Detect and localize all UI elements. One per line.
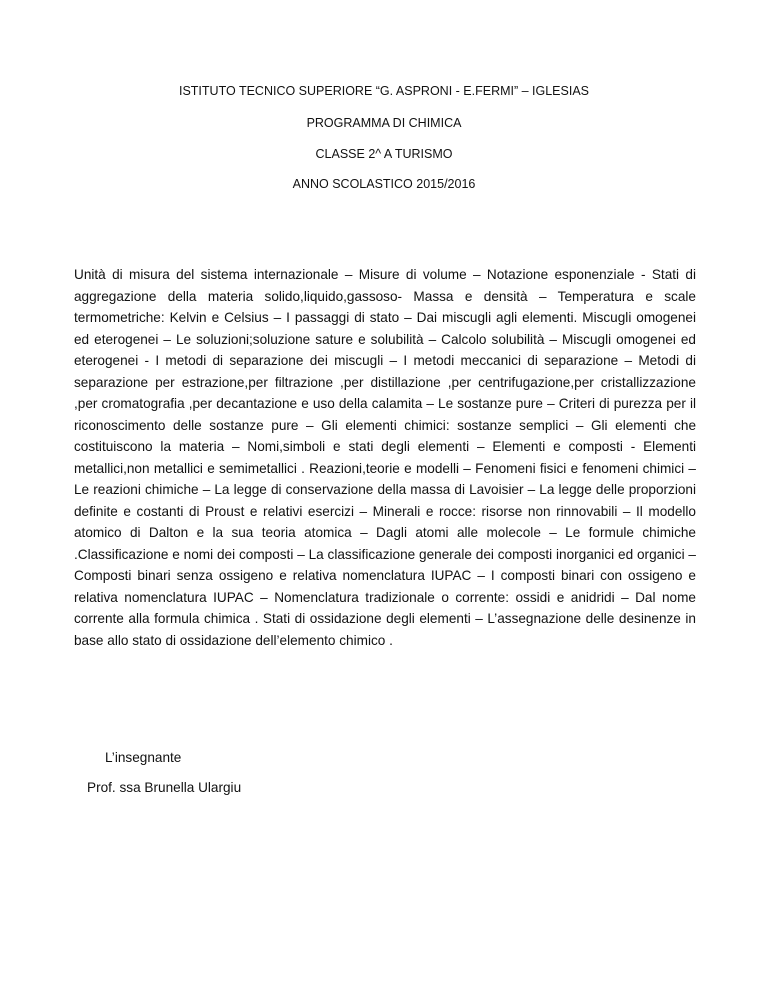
school-year: ANNO SCOLASTICO 2015/2016 (292, 177, 476, 191)
institute-title: ISTITUTO TECNICO SUPERIORE “G. ASPRONI - E.FERMI” – IGLESIAS (178, 84, 590, 98)
program-title: PROGRAMMA DI CHIMICA (306, 116, 462, 130)
signature-role: L’insegnante (105, 750, 182, 765)
program-content: Unità di misura del sistema internazionale – Misure di volume – Notazione esponenziale - Stati di aggregazione della materia solido,liquido,gassoso- Massa e densità – Temperatura e scale termometriche: Kelvin e Celsius – I passaggi di stato – Dai miscugli agli elementi. Miscugli omogenei ed eterogenei – Le soluzioni;soluzione sature e solubilità – Calcolo solubilità – Miscugli omogenei ed eterogenei - I metodi di separazione dei miscugli – I metodi meccanici di separazione – Metodi di separazione per estrazione,per filtrazione ,per distillazione ,per centrifugazione,per cristallizzazione ,per cromatografia ,per decantazione e uso della calamita – Le sostanze pure – Criteri di purezza per il riconoscimento delle sostanze pure – Gli elementi chimici: sostanze semplici – Gli elementi che costituiscono la materia – Nomi,simboli e stati degli elementi – Elementi e composti - Elementi metallici,non metallici e semimetallici . Reazioni,teorie e modelli – Fenomeni fisici e fenomeni chimici – Le reazioni chimiche – La legge di conservazione della massa di Lavoisier – La legge delle proporzioni definite e costanti di Proust e relativi esercizi – Minerali e rocce: risorse non rinnovabili – Il modello atomico di Dalton e la sua teoria atomica – Dagli atomi alle molecole – Le formule chimiche .Classificazione e nomi dei composti – La classificazione generale dei composti inorganici ed organici – Composti binari senza ossigeno e relativa nomenclatura IUPAC – I composti binari con ossigeno e relativa nomenclatura IUPAC – Nomenclatura tradizionale o corrente: ossidi e anidridi – Dal nome corrente alla formula chimica . Stati di ossidazione degli elementi – L’assegnazione delle desinenze in base allo stato di ossidazione dell’elemento chimico . (74, 267, 696, 648)
class-title: CLASSE 2^ A TURISMO (315, 147, 453, 161)
signature-name: Prof. ssa Brunella Ulargiu (87, 780, 242, 795)
